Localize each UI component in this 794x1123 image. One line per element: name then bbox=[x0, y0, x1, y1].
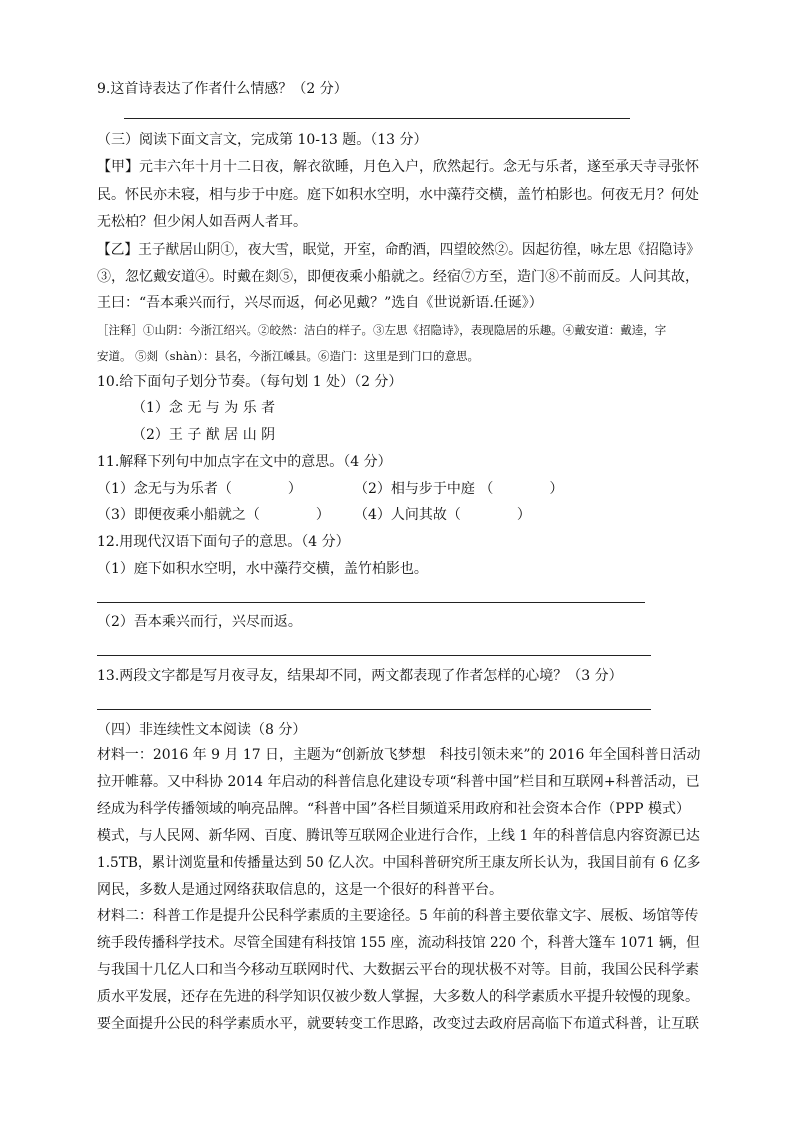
answer-line-9 bbox=[124, 118, 630, 119]
annotation-line: 安道。 ⑤剡（shàn）：县名，今浙江嵊县。⑥造门：这里是到门口的意思。 bbox=[97, 349, 479, 363]
section-4-heading: （四）非连续性文本阅读（8 分） bbox=[97, 722, 307, 738]
question-10-item: （2）王 子 猷 居 山 阴 bbox=[132, 427, 276, 443]
question-11-item: （1）念无与为乐者（ ） bbox=[97, 481, 302, 497]
material-1-line: 经成为科学传播领域的响亮品牌。“科普中国”各栏目频道采用政府和社会资本合作（PPP 模式） bbox=[97, 801, 691, 817]
material-1-line: 模式，与人民网、新华网、百度、腾讯等互联网企业进行合作，上线 1 年的科普信息内容资源已达 bbox=[97, 828, 700, 844]
material-1-line: 拉开帷幕。又中科协 2014 年启动的科普信息化建设专项“科普中国”栏目和互联网+科普活动，已 bbox=[97, 774, 700, 790]
passage-yi-line: 【乙】王子猷居山阴①，夜大雪，眠觉，开室，命酌酒，四望皎然②。因起彷徨，咏左思《招隐诗》 bbox=[97, 242, 700, 258]
passage-yi-line: 王曰：“吾本乘兴而行，兴尽而返，何必见戴？”选自《世说新语.任诞》） bbox=[97, 295, 543, 311]
question-11-stem: 11.解释下列句中加点字在文中的意思。（4 分） bbox=[97, 454, 392, 470]
material-2-line: 质水平发展，还存在先进的科学知识仅被少数人掌握，大多数人的科学素质水平提升较慢的现象。 bbox=[97, 989, 699, 1005]
material-2-line: 材料二：科普工作是提升公民科学素质的主要途径。5 年前的科普主要依靠文字、展板、场馆等传 bbox=[97, 908, 699, 924]
material-2-line: 要全面提升公民的科学素质水平，就要转变工作思路，改变过去政府居高临下布道式科普，让互联 bbox=[97, 1016, 699, 1032]
material-2-line: 统手段传播科学技术。尽管全国建有科技馆 155 座，流动科技馆 220 个，科普大篷车 1071 辆，但 bbox=[97, 935, 700, 951]
material-1-line: 网民，多数人是通过网络获取信息的，这是一个很好的科普平台。 bbox=[97, 882, 503, 898]
question-12-item: （2）吾本乘兴而行，兴尽而返。 bbox=[97, 614, 302, 630]
passage-jia-line: 无松柏？但少闲人如吾两人者耳。 bbox=[97, 214, 307, 230]
question-9: 9.这首诗表达了作者什么情感？（2 分） bbox=[97, 81, 348, 97]
question-11-item: （4）人问其故（ ） bbox=[354, 507, 531, 523]
section-3-heading: （三）阅读下面文言文，完成第 10-13 题。（13 分） bbox=[97, 132, 428, 148]
question-10-stem: 10.给下面句子划分节奏。（每句划 1 处）（2 分） bbox=[97, 374, 403, 390]
question-10-item: （1）念 无 与 为 乐 者 bbox=[132, 400, 276, 416]
answer-line-12-1 bbox=[97, 602, 645, 603]
material-2-line: 与我国十几亿人口和当今移动互联网时代、大数据云平台的现状极不对等。目前，我国公民科学素 bbox=[97, 962, 699, 978]
passage-jia-line: 民。怀民亦未寝，相与步于中庭。庭下如积水空明，水中藻荇交横，盖竹柏影也。何夜无月？何处 bbox=[97, 187, 699, 203]
passage-yi-line: ③，忽忆戴安道④。时戴在剡⑤，即便夜乘小船就之。经宿⑦方至，造门⑧不前而反。人问其故， bbox=[97, 269, 699, 285]
answer-line-13 bbox=[97, 709, 651, 710]
question-12-item: （1）庭下如积水空明，水中藻荇交横，盖竹柏影也。 bbox=[97, 561, 428, 577]
answer-line-12-2 bbox=[97, 655, 651, 656]
question-11-item: （2）相与步于中庭 （ ） bbox=[354, 481, 564, 497]
passage-jia-line: 【甲】元丰六年十月十二日夜，解衣欲睡，月色入户，欣然起行。念无与乐者，遂至承天寺寻张怀 bbox=[97, 159, 699, 175]
question-13: 13.两段文字都是写月夜寻友，结果却不同，两文都表现了作者怎样的心境？（3 分） bbox=[97, 668, 623, 684]
material-1-line: 1.5TB，累计浏览量和传播量达到 50 亿人次。中国科普研究所王康友所长认为，我国目前有 6 亿多 bbox=[97, 855, 701, 871]
question-12-stem: 12.用现代汉语下面句子的意思。（4 分） bbox=[97, 534, 350, 550]
question-11-item: （3）即便夜乘小船就之（ ） bbox=[97, 507, 330, 523]
material-1-line: 材料一：2016 年 9 月 17 日，主题为“创新放飞梦想 科技引领未来”的 2016 年全国科普日活动 bbox=[97, 747, 701, 763]
annotation-line: ［注释］①山阴：今浙江绍兴。②皎然：洁白的样子。③左思《招隐诗》，表现隐居的乐趣。④戴安道：戴逵，字 bbox=[97, 323, 667, 337]
